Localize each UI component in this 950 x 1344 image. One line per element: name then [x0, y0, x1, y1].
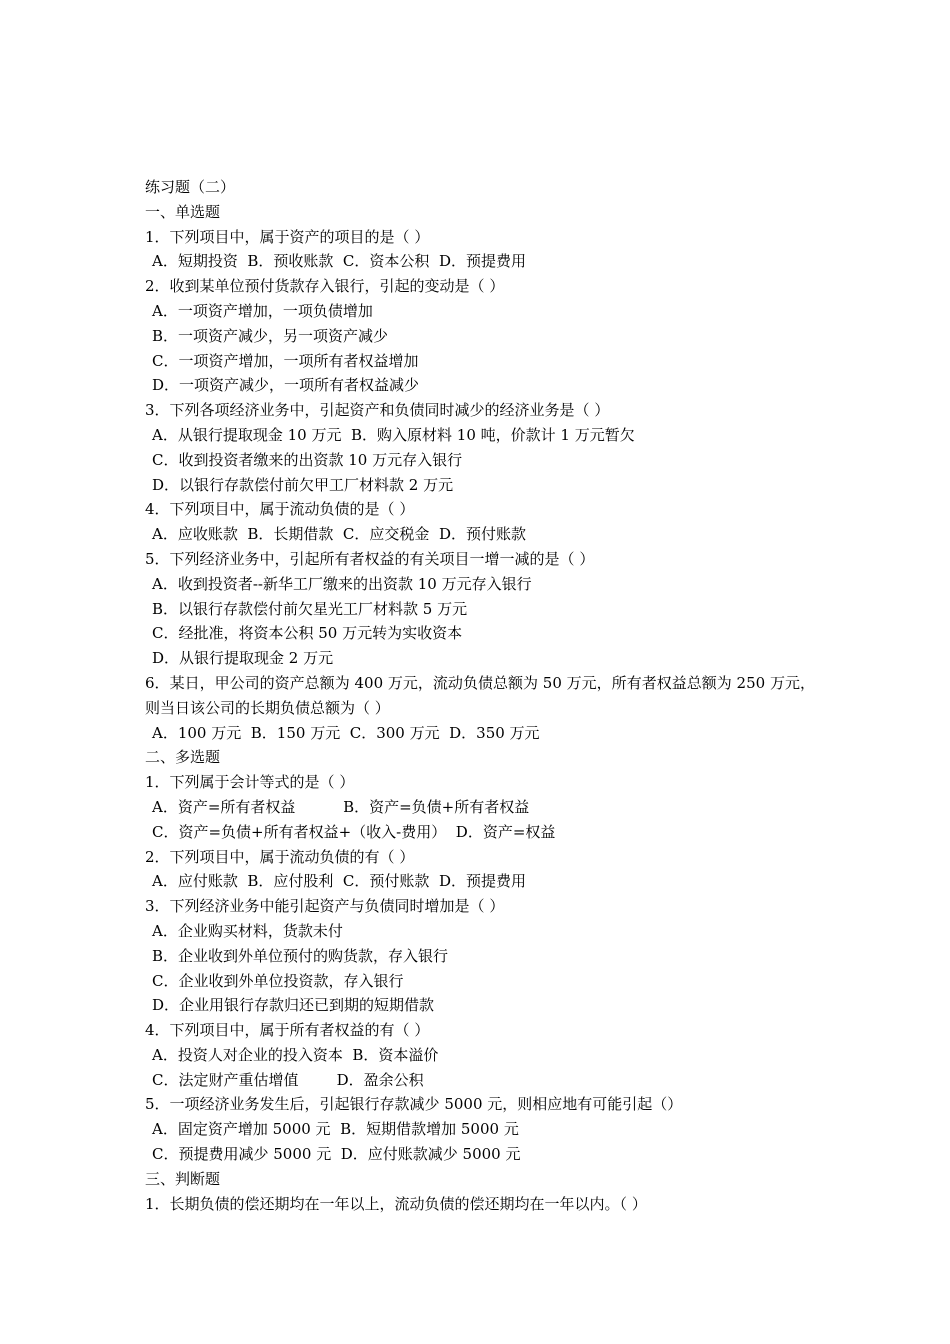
- section-heading: 一、单选题: [145, 202, 221, 221]
- question-option: C．资产=负债+所有者权益+（收入-费用） D．资产=权益: [152, 822, 556, 841]
- question-options: A．应收账款 B．长期借款 C．应交税金 D．预付账款: [152, 525, 526, 544]
- question-option: C．一项资产增加，一项所有者权益增加: [152, 351, 419, 370]
- question-stem: 1．长期负债的偿还期均在一年以上，流动负债的偿还期均在一年以内。（ ）: [145, 1194, 647, 1213]
- question-option: D．以银行存款偿付前欠甲工厂材料款 2 万元: [152, 475, 454, 494]
- question-option: A．固定资产增加 5000 元 B．短期借款增加 5000 元: [152, 1120, 519, 1139]
- question-option: B．企业收到外单位预付的购货款，存入银行: [152, 946, 449, 965]
- question-stem: 4．下列项目中，属于所有者权益的有（ ）: [145, 1021, 430, 1040]
- question-option: B．一项资产减少，另一项资产减少: [152, 326, 389, 345]
- question-option: C．预提费用减少 5000 元 D．应付账款减少 5000 元: [152, 1145, 521, 1164]
- question-option: A．投资人对企业的投入资本 B．资本溢价: [152, 1045, 439, 1064]
- question-options: A．应付账款 B．应付股利 C．预付账款 D．预提费用: [152, 872, 526, 891]
- question-option: C．法定财产重估增值 D．盈余公积: [152, 1070, 424, 1089]
- document-title: 练习题（二）: [145, 178, 236, 196]
- question-option: D．一项资产减少，一项所有者权益减少: [152, 376, 420, 395]
- document-page: [145, 175, 815, 1216]
- question-stem: 1．下列项目中，属于资产的项目的是（ ）: [145, 227, 430, 246]
- question-option: A．资产=所有者权益 B．资产=负债+所有者权益: [152, 797, 530, 816]
- section-heading: 二、多选题: [145, 748, 221, 767]
- question-option: A．从银行提取现金 10 万元 B．购入原材料 10 吨，价款计 1 万元暂欠: [152, 425, 635, 444]
- question-stem: 2．下列项目中，属于流动负债的有（ ）: [145, 847, 415, 866]
- question-stem: 4．下列项目中，属于流动负债的是（ ）: [145, 500, 415, 519]
- question-options: A．短期投资 B．预收账款 C．资本公积 D．预提费用: [152, 252, 526, 271]
- question-option: A．收到投资者--新华工厂缴来的出资款 10 万元存入银行: [152, 574, 532, 593]
- question-option: B．以银行存款偿付前欠星光工厂材料款 5 万元: [152, 599, 468, 618]
- question-option: C．经批准，将资本公积 50 万元转为实收资本: [152, 624, 463, 643]
- question-option: A．一项资产增加，一项负债增加: [152, 301, 373, 320]
- question-stem: 1．下列属于会计等式的是（ ）: [145, 773, 355, 792]
- question-stem: 3．下列经济业务中能引起资产与负债同时增加是（ ）: [145, 897, 505, 916]
- question-option: A．企业购买材料，货款未付: [152, 921, 343, 940]
- question-stem: 5．一项经济业务发生后，引起银行存款减少 5000 元，则相应地有可能引起（）: [145, 1095, 683, 1114]
- question-option: D．从银行提取现金 2 万元: [152, 649, 334, 668]
- question-option: C．企业收到外单位投资款，存入银行: [152, 971, 404, 990]
- section-heading: 三、判断题: [145, 1169, 221, 1188]
- question-option: D．企业用银行存款归还已到期的短期借款: [152, 996, 435, 1015]
- question-option: C．收到投资者缴来的出资款 10 万元存入银行: [152, 450, 463, 469]
- question-stem: 5．下列经济业务中，引起所有者权益的有关项目一增一减的是（ ）: [145, 549, 595, 568]
- question-stem: 2．收到某单位预付货款存入银行，引起的变动是（ ）: [145, 277, 505, 296]
- question-options: A．100 万元 B．150 万元 C．300 万元 D．350 万元: [152, 723, 540, 742]
- question-stem: 6．某日，甲公司的资产总额为 400 万元，流动负债总额为 50 万元，所有者权益总额为 250 万元，则当日该公司的长期负债总额为（ ）: [145, 673, 815, 717]
- question-stem: 3．下列各项经济业务中，引起资产和负债同时减少的经济业务是（ ）: [145, 401, 610, 420]
